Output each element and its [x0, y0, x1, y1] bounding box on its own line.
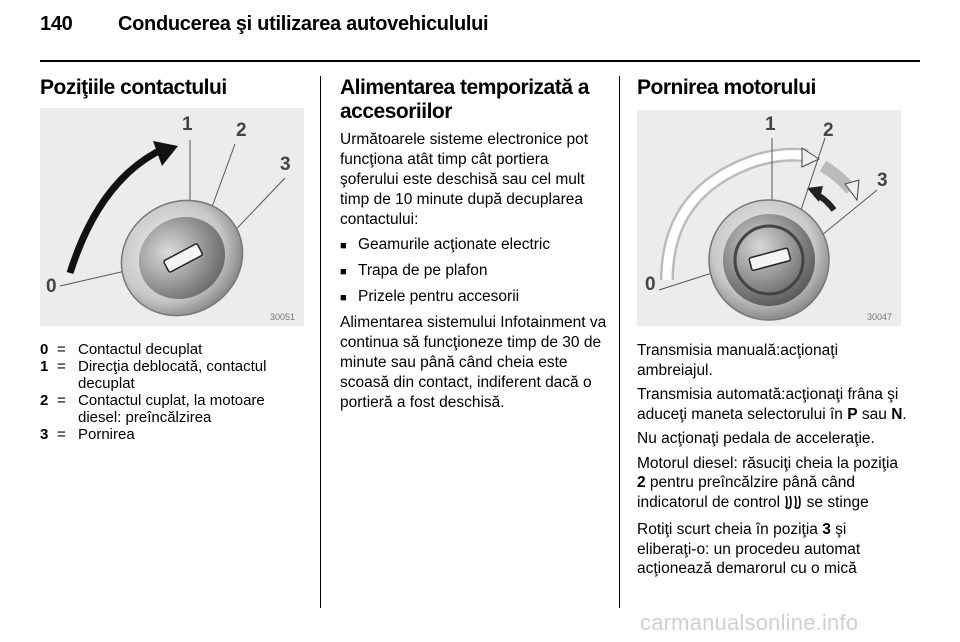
column-accessory-power: [340, 76, 608, 418]
column-divider: [320, 76, 321, 608]
ignition-figure: [40, 108, 304, 326]
column-engine-start: [637, 76, 907, 100]
list-item: ■ Geamurile acţionate electric: [340, 236, 551, 253]
position-label: 3: [280, 154, 291, 175]
paragraph: Nu acţionaţi pedala de acceleraţie.: [637, 430, 875, 447]
section-heading: Alimentarea temporizată a accesoriilor: [340, 76, 589, 123]
position-label: 2: [236, 120, 247, 141]
figure-code: 30047: [867, 312, 893, 322]
page-number: 140: [40, 13, 73, 35]
paragraph: Motorul diesel: răsuciţi cheia la poziţia 2 pentru preîncălzire până când indicatorul de control se stinge: [637, 454, 907, 516]
page-title: Conducerea şi utilizarea autovehiculului: [118, 13, 489, 35]
legend-row: 1 = Direcţia deblocată, contactul decuplat: [40, 358, 267, 392]
legend-row: 2 = Contactul cuplat, la motoare diesel: preîncălzirea: [40, 392, 265, 426]
position-label: 1: [182, 114, 193, 135]
column-divider: [619, 76, 620, 608]
section-heading: Poziţiile contactului: [40, 76, 227, 99]
position-label: 1: [765, 114, 776, 135]
figure-code: 30051: [270, 312, 296, 322]
position-label: 2: [823, 120, 834, 141]
bullet-list: [340, 235, 608, 308]
intro-paragraph: Următoarele sisteme electronice pot funcţiona atât timp cât portiera şoferului este deschisă sau cel mult timp de 10 minute după decuplarea contactului:: [340, 131, 589, 228]
paragraph: Transmisia manuală:acţionaţi ambreiajul.: [637, 342, 839, 379]
position-label: 3: [877, 170, 888, 191]
position-label: 0: [46, 276, 57, 297]
legend-row: 0 = Contactul decuplat: [40, 341, 203, 358]
ignition-illustration: [40, 108, 304, 326]
watermark: carmanualsonline.info: [640, 610, 859, 635]
paragraph: Rotiţi scurt cheia în poziţia 3 şi eliberaţi-o: un procedeu automat acţionează demarorul cu o mică: [637, 521, 861, 577]
engine-start-text: [637, 341, 907, 584]
legend-row: 3 = Pornirea: [40, 426, 135, 443]
engine-start-illustration: [637, 110, 901, 326]
legend: [40, 341, 310, 443]
list-item: ■ Trapa de pe plafon: [340, 262, 488, 279]
section-heading: Pornirea motorului: [637, 76, 816, 99]
position-label: 0: [645, 274, 656, 295]
list-item: ■ Prizele pentru accesorii: [340, 288, 520, 305]
column-ignition-positions: [40, 76, 308, 100]
glow-plug-icon: [784, 494, 802, 516]
outro-paragraph: Alimentarea sistemului Infotainment va continua să funcţioneze timp de 30 de minute sau până când cheia este scoasă din contact, indiferent dacă o portieră a fost deschisă.: [340, 314, 607, 411]
paragraph: Transmisia automată:acţionaţi frâna şi aduceţi maneta selectorului în P sau N.: [637, 386, 907, 423]
engine-start-figure: [637, 110, 901, 326]
header-rule: [40, 60, 920, 62]
